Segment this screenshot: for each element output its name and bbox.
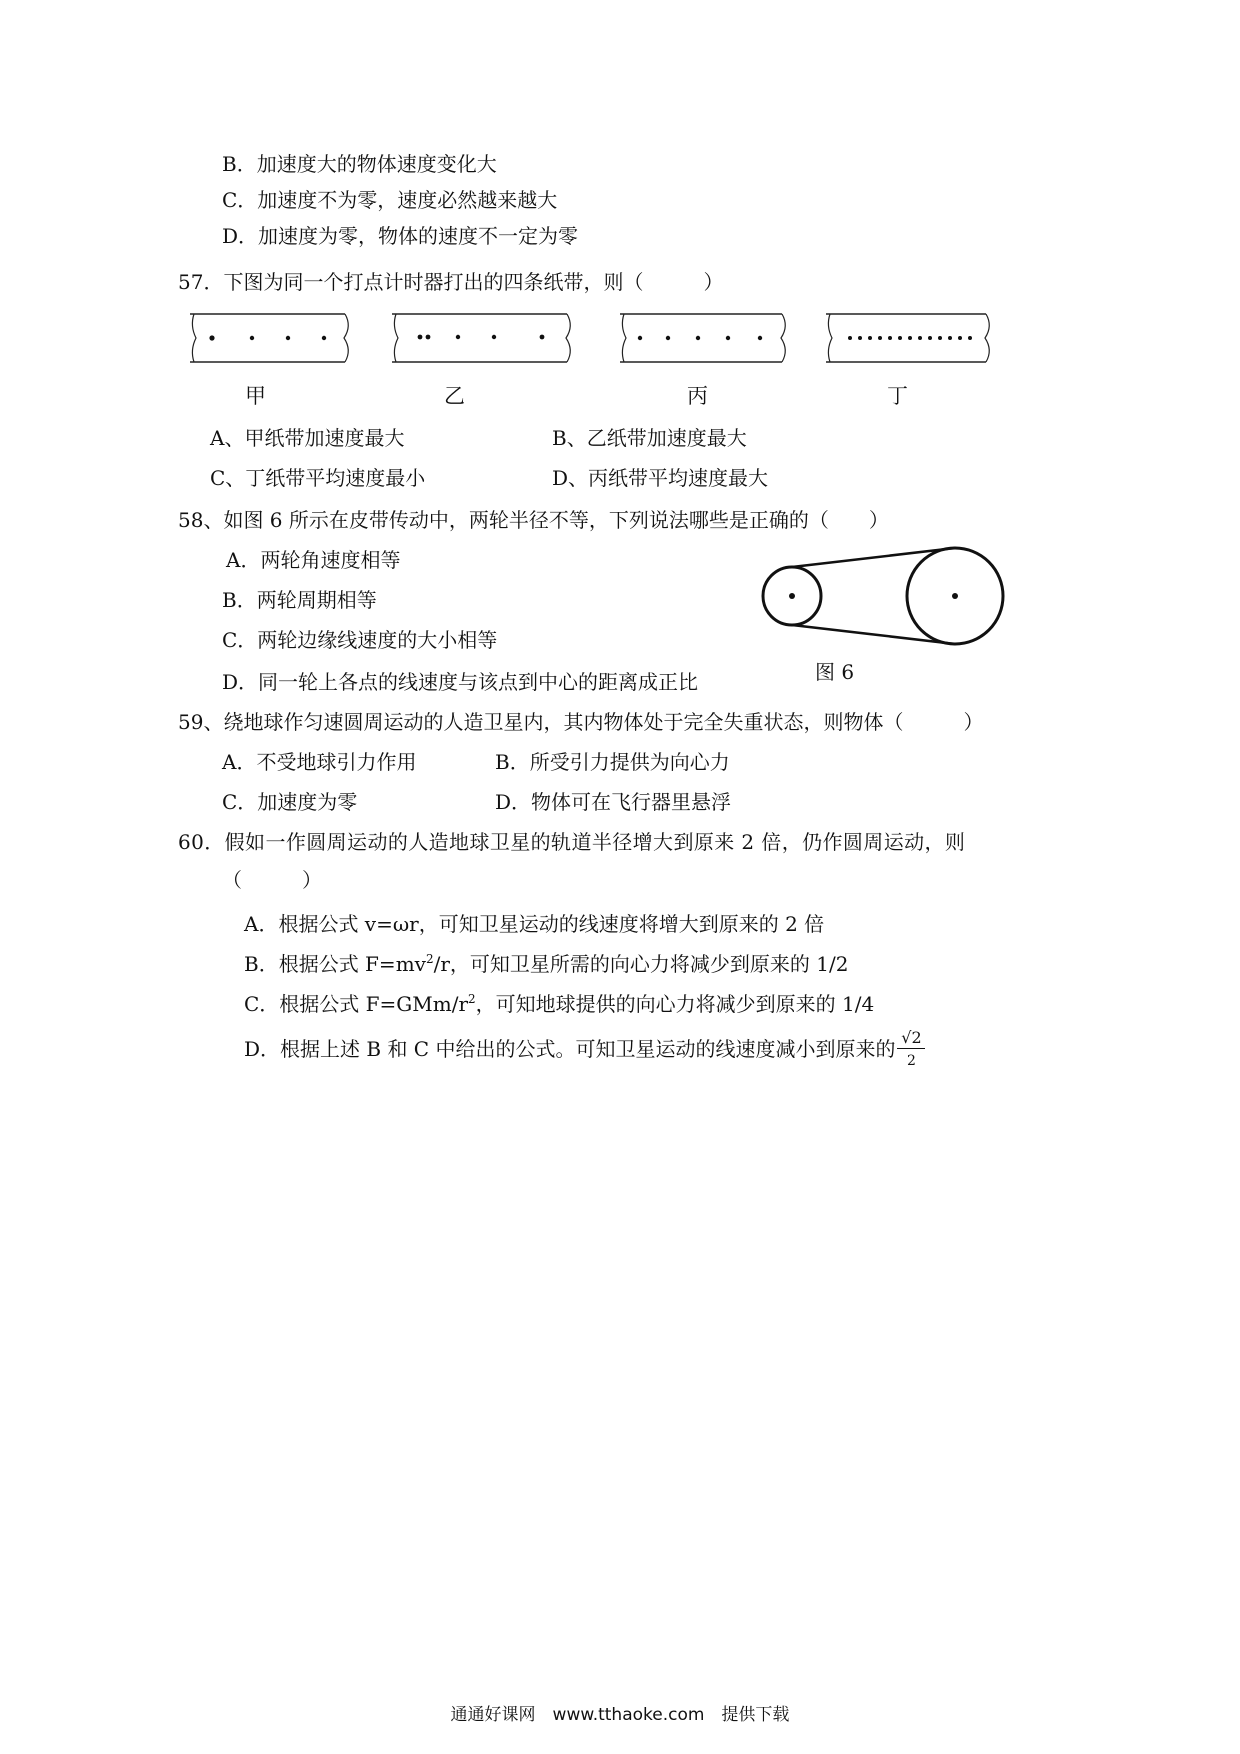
tape-dot bbox=[426, 335, 431, 340]
q59-option-a: A．不受地球引力作用 bbox=[222, 750, 417, 774]
tape-dot bbox=[858, 336, 862, 340]
q58-option-c: C．两轮边缘线速度的大小相等 bbox=[222, 628, 498, 652]
tape-dot bbox=[696, 336, 700, 340]
tape-dot bbox=[726, 336, 730, 340]
belt-top bbox=[792, 548, 955, 567]
tape-dot bbox=[758, 336, 762, 340]
q60-option-a: A．根据公式 v=ωr，可知卫星运动的线速度将增大到原来的 2 倍 bbox=[244, 912, 825, 936]
q58-option-b: B．两轮周期相等 bbox=[222, 588, 377, 612]
q60-option-c-exp: 2 bbox=[468, 992, 476, 1006]
tape-dot bbox=[968, 336, 972, 340]
large-pulley-center bbox=[952, 593, 958, 599]
tape-yi-dots bbox=[418, 335, 545, 340]
q57-option-a: A、甲纸带加速度最大 bbox=[210, 426, 405, 450]
tape-dot bbox=[250, 336, 254, 340]
fraction-numerator: √2 bbox=[897, 1028, 925, 1049]
tape-dot bbox=[638, 336, 642, 340]
q56-option-d: D．加速度为零，物体的速度不一定为零 bbox=[222, 224, 579, 248]
tape-dot bbox=[878, 336, 882, 340]
tape-dot bbox=[418, 335, 423, 340]
tape-label-ding: 丁 bbox=[887, 384, 908, 408]
tape-dot bbox=[322, 336, 326, 340]
tape-label-jia: 甲 bbox=[245, 384, 266, 408]
tape-jia-dots bbox=[209, 335, 326, 340]
tape-dot bbox=[540, 335, 545, 340]
q56-option-c: C．加速度不为零，速度必然越来越大 bbox=[222, 188, 558, 212]
q59-option-d: D．物体可在飞行器里悬浮 bbox=[495, 790, 732, 814]
tape-label-bing: 丙 bbox=[687, 384, 708, 408]
tape-bing-dots bbox=[638, 336, 762, 340]
tape-dot bbox=[928, 336, 932, 340]
q58-stem: 58、如图 6 所示在皮带传动中，两轮半径不等，下列说法哪些是正确的（ ） bbox=[178, 508, 889, 532]
q58-option-a: A．两轮角速度相等 bbox=[226, 548, 401, 572]
q57-option-d: D、丙纸带平均速度最大 bbox=[552, 466, 769, 490]
q60-stem-bracket: （ ） bbox=[222, 868, 322, 892]
tape-dot bbox=[918, 336, 922, 340]
q59-stem: 59、绕地球作匀速圆周运动的人造卫星内，其内物体处于完全失重状态，则物体（ ） bbox=[178, 710, 984, 734]
q57-option-c: C、丁纸带平均速度最小 bbox=[210, 466, 426, 490]
q60-option-d-text: D．根据上述 B 和 C 中给出的公式。可知卫星运动的线速度减小到原来的 bbox=[244, 1037, 896, 1061]
q60-option-c bbox=[244, 990, 874, 1018]
q59-option-b: B．所受引力提供为向心力 bbox=[495, 750, 730, 774]
figure-6-caption: 图 6 bbox=[815, 660, 855, 684]
tape-dot bbox=[492, 335, 496, 339]
tape-dot bbox=[938, 336, 942, 340]
tape-dot bbox=[868, 336, 872, 340]
q60-option-d-fraction bbox=[897, 1028, 925, 1069]
q60-option-b-post: /r，可知卫星所需的向心力将减少到原来的 1/2 bbox=[433, 952, 849, 976]
tape-dot bbox=[286, 336, 290, 340]
q60-option-b-exp: 2 bbox=[425, 952, 434, 966]
q59-option-c: C．加速度为零 bbox=[222, 790, 358, 814]
tape-dot bbox=[958, 336, 962, 340]
tape-dot bbox=[209, 335, 214, 340]
q60-option-d bbox=[244, 1028, 925, 1069]
q58-option-d: D．同一轮上各点的线速度与该点到中心的距离成正比 bbox=[222, 670, 699, 694]
q57-stem: 57．下图为同一个打点计时器打出的四条纸带，则（ ） bbox=[178, 270, 724, 294]
fraction-denominator: 2 bbox=[907, 1053, 916, 1069]
belt-drive-figure bbox=[755, 540, 1015, 650]
belt-bottom bbox=[792, 625, 955, 644]
tape-dot bbox=[948, 336, 952, 340]
tape-ding-figure bbox=[826, 310, 996, 366]
q60-stem: 60．假如一作圆周运动的人造地球卫星的轨道半径增大到原来 2 倍，仍作圆周运动，则 bbox=[178, 830, 966, 854]
tape-dot bbox=[908, 336, 912, 340]
tape-jia-figure bbox=[190, 310, 370, 366]
q60-option-c-pre: C．根据公式 F=GMm/r bbox=[244, 992, 469, 1016]
tape-dot bbox=[848, 336, 852, 340]
q56-option-b: B．加速度大的物体速度变化大 bbox=[222, 152, 497, 176]
q57-option-b: B、乙纸带加速度最大 bbox=[552, 426, 747, 450]
q60-option-b-pre: B．根据公式 F=mv bbox=[244, 952, 426, 976]
tape-dot bbox=[888, 336, 892, 340]
q60-option-b bbox=[244, 950, 848, 978]
tape-dot bbox=[456, 335, 460, 339]
tape-dot bbox=[898, 336, 902, 340]
tape-bing-figure bbox=[620, 310, 790, 366]
tape-yi-figure bbox=[392, 310, 572, 366]
tape-dot bbox=[666, 336, 670, 340]
tape-label-yi: 乙 bbox=[444, 384, 465, 408]
page-footer: 通通好课网 www.tthaoke.com 提供下载 bbox=[450, 1705, 790, 1725]
small-pulley-center bbox=[789, 593, 795, 599]
q60-option-c-post: ，可知地球提供的向心力将减少到原来的 1/4 bbox=[475, 992, 875, 1016]
tape-ding-dots bbox=[848, 336, 972, 340]
